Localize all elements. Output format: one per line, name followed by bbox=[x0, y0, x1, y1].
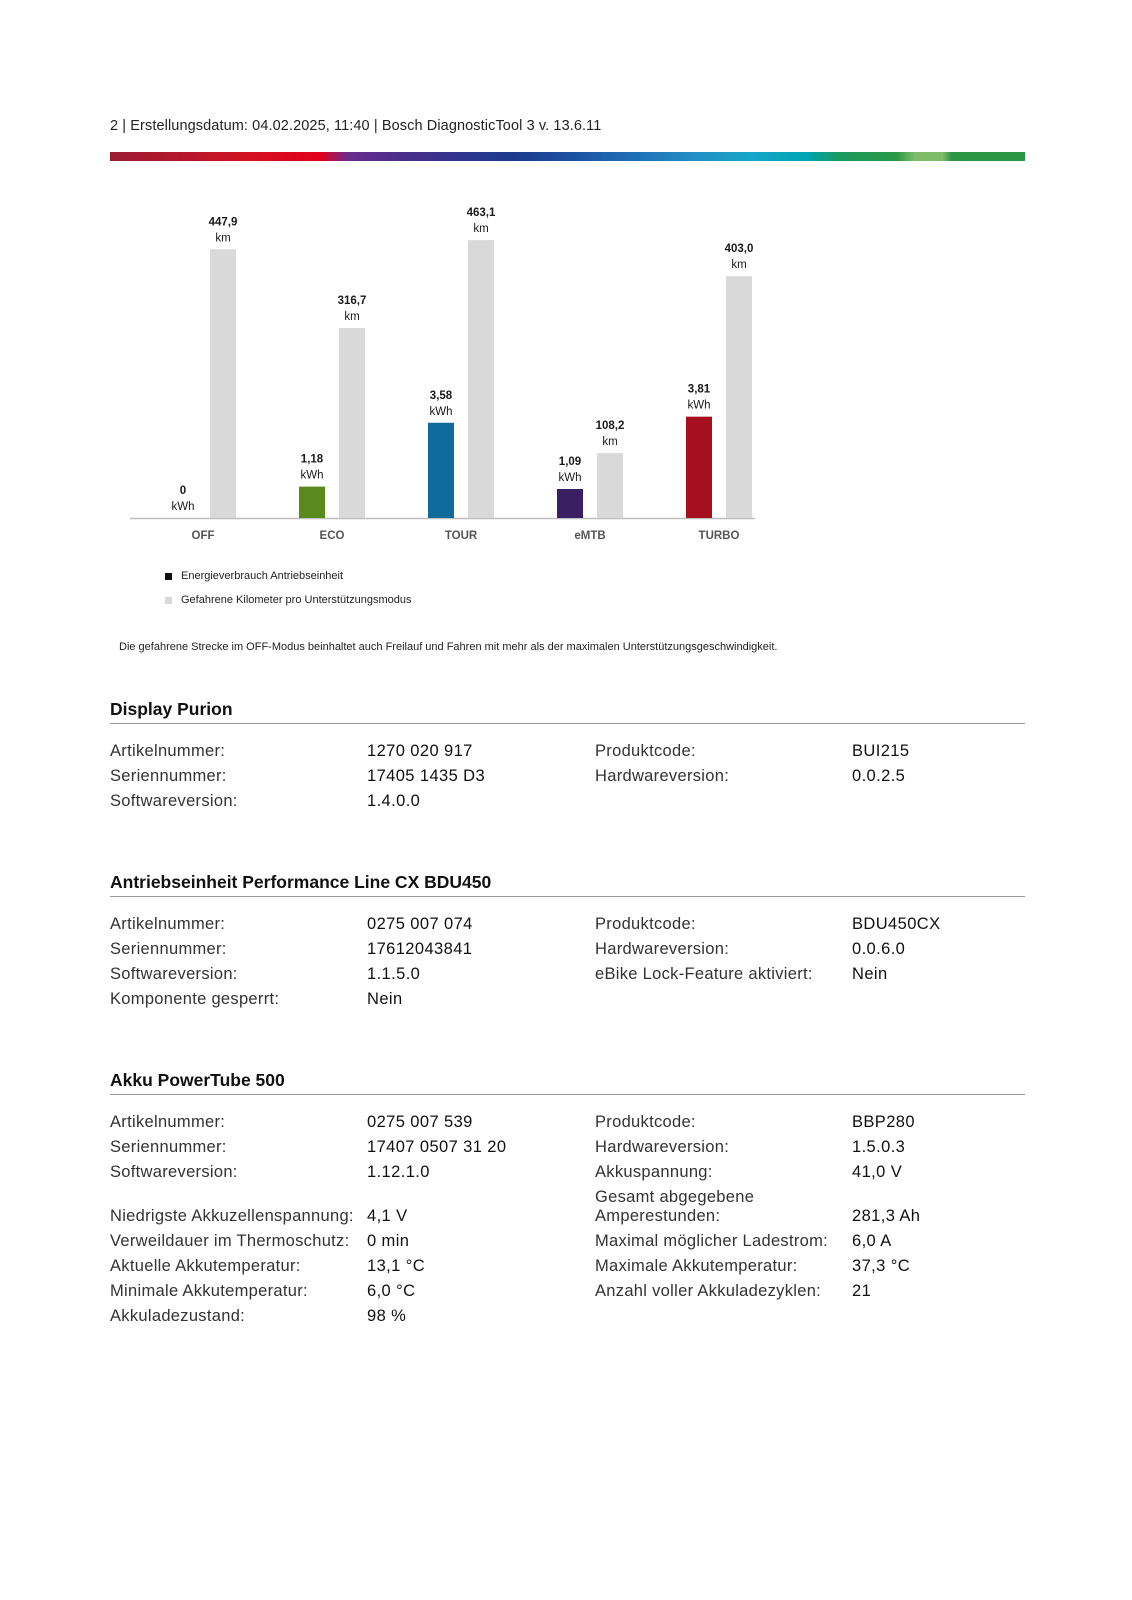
spec-label: Hardwareversion: bbox=[595, 940, 730, 958]
legend-label-kwh: Energieverbrauch Antriebseinheit bbox=[181, 570, 344, 582]
spec-label: Hardwareversion: bbox=[595, 1138, 730, 1156]
spec-row bbox=[110, 792, 1025, 811]
spec-label: Anzahl voller Akkuladezyklen: bbox=[595, 1282, 822, 1300]
spec-label: Komponente gesperrt: bbox=[110, 990, 280, 1008]
data-label-kwh-emtb: 1,09 bbox=[558, 456, 582, 469]
assist-mode-chart bbox=[110, 195, 790, 565]
spec-label: Seriennummer: bbox=[110, 767, 227, 785]
unit-label-kwh-eco: kWh bbox=[300, 469, 324, 482]
spec-row bbox=[110, 1188, 1025, 1226]
spec-value: Nein bbox=[367, 990, 403, 1008]
spec-label: Verweildauer im Thermoschutz: bbox=[110, 1232, 350, 1250]
unit-label-km-turbo: km bbox=[731, 259, 747, 272]
spec-label: Produktcode: bbox=[595, 1113, 696, 1131]
section-battery bbox=[110, 1070, 1025, 1332]
bar-kwh-tour bbox=[428, 423, 454, 518]
spec-rows bbox=[110, 742, 1025, 811]
spec-row bbox=[110, 1113, 1025, 1132]
unit-label-km-eco: km bbox=[344, 310, 360, 323]
spec-row bbox=[110, 965, 1025, 984]
spec-value: 0275 007 539 bbox=[367, 1113, 473, 1131]
spec-value: 0.0.6.0 bbox=[852, 940, 906, 958]
spec-row bbox=[110, 767, 1025, 786]
section-title: Akku PowerTube 500 bbox=[110, 1070, 1025, 1095]
spec-label: Maximal möglicher Ladestrom: bbox=[595, 1232, 829, 1250]
bar-km-emtb bbox=[597, 453, 623, 518]
spec-row bbox=[110, 990, 1025, 1009]
spec-row bbox=[110, 1163, 1025, 1182]
spec-label: Seriennummer: bbox=[110, 1138, 227, 1156]
spec-row bbox=[110, 915, 1025, 934]
section-title: Display Purion bbox=[110, 699, 1025, 724]
section-title: Antriebseinheit Performance Line CX BDU450 bbox=[110, 872, 1025, 897]
spec-label: Produktcode: bbox=[595, 915, 696, 933]
bar-km-off bbox=[210, 249, 236, 518]
unit-label-kwh-turbo: kWh bbox=[687, 399, 711, 412]
spec-label: Hardwareversion: bbox=[595, 767, 730, 785]
spec-label: Softwareversion: bbox=[110, 1163, 238, 1181]
spec-value: BBP280 bbox=[852, 1113, 915, 1131]
spec-label: Aktuelle Akkutemperatur: bbox=[110, 1257, 301, 1275]
spec-value: 98 % bbox=[367, 1307, 407, 1325]
spec-value: 13,1 °C bbox=[367, 1257, 426, 1275]
data-label-km-off: 447,9 bbox=[208, 216, 238, 229]
spec-label: Minimale Akkutemperatur: bbox=[110, 1282, 308, 1300]
unit-label-kwh-emtb: kWh bbox=[558, 472, 582, 485]
spec-row bbox=[110, 1257, 1025, 1276]
spec-value: 37,3 °C bbox=[852, 1257, 911, 1275]
page-header: 2 | Erstellungsdatum: 04.02.2025, 11:40 | Bosch DiagnosticTool 3 v. 13.6.11 bbox=[110, 118, 602, 134]
brand-color-stripe bbox=[110, 152, 1025, 161]
bar-kwh-eco bbox=[299, 487, 325, 518]
spec-label: Produktcode: bbox=[595, 742, 696, 760]
unit-label-km-off: km bbox=[215, 232, 231, 245]
legend-label-km: Gefahrene Kilometer pro Unterstützungsmodus bbox=[181, 594, 412, 606]
spec-label: Artikelnummer: bbox=[110, 915, 226, 933]
x-tick-label: OFF bbox=[191, 530, 215, 542]
data-label-km-tour: 463,1 bbox=[466, 207, 496, 220]
chart-legend bbox=[165, 568, 412, 616]
spec-row bbox=[110, 742, 1025, 761]
spec-label: Akkuladezustand: bbox=[110, 1307, 246, 1325]
spec-label: Softwareversion: bbox=[110, 965, 238, 983]
data-label-kwh-eco: 1,18 bbox=[300, 453, 324, 466]
bar-kwh-turbo bbox=[686, 417, 712, 518]
bar-km-tour bbox=[468, 240, 494, 518]
spec-label: Niedrigste Akkuzellenspannung: bbox=[110, 1207, 354, 1225]
spec-row bbox=[110, 1282, 1025, 1301]
x-tick-label: eMTB bbox=[574, 530, 606, 542]
spec-rows bbox=[110, 1113, 1025, 1326]
spec-value: 0.0.2.5 bbox=[852, 767, 906, 785]
data-label-kwh-turbo: 3,81 bbox=[687, 383, 711, 396]
spec-row bbox=[110, 940, 1025, 959]
data-label-kwh-off: 0 bbox=[179, 485, 187, 497]
spec-row bbox=[110, 1138, 1025, 1157]
x-tick-label: ECO bbox=[319, 530, 345, 542]
data-label-km-eco: 316,7 bbox=[337, 294, 367, 307]
spec-label: Maximale Akkutemperatur: bbox=[595, 1257, 798, 1275]
spec-label: Artikelnummer: bbox=[110, 742, 226, 760]
spec-value: 1270 020 917 bbox=[367, 742, 473, 760]
bar-km-turbo bbox=[726, 276, 752, 518]
spec-value: 41,0 V bbox=[852, 1163, 903, 1181]
x-tick-label: TOUR bbox=[444, 530, 478, 542]
spec-value: 6,0 A bbox=[852, 1232, 892, 1250]
legend-item-km bbox=[165, 592, 412, 608]
legend-swatch-kwh bbox=[165, 573, 172, 580]
spec-row bbox=[110, 1232, 1025, 1251]
spec-label: Gesamt abgegebene Amperestunden: bbox=[595, 1188, 755, 1225]
spec-value: 1.4.0.0 bbox=[367, 792, 421, 810]
spec-value: BUI215 bbox=[852, 742, 910, 760]
spec-value: 17407 0507 31 20 bbox=[367, 1138, 507, 1156]
spec-label: Softwareversion: bbox=[110, 792, 238, 810]
spec-value: 21 bbox=[852, 1282, 872, 1300]
unit-label-km-tour: km bbox=[473, 223, 489, 236]
bar-km-eco bbox=[339, 328, 365, 518]
section-drive-unit bbox=[110, 872, 1025, 1015]
spec-value: 17405 1435 D3 bbox=[367, 767, 486, 785]
section-display bbox=[110, 699, 1025, 817]
spec-value: BDU450CX bbox=[852, 915, 941, 933]
unit-label-km-emtb: km bbox=[602, 436, 618, 449]
spec-label: Seriennummer: bbox=[110, 940, 227, 958]
x-tick-label: TURBO bbox=[698, 530, 740, 542]
unit-label-kwh-tour: kWh bbox=[429, 405, 453, 418]
spec-value: Nein bbox=[852, 965, 888, 983]
spec-label: eBike Lock-Feature aktiviert: bbox=[595, 965, 813, 983]
chart-footnote: Die gefahrene Strecke im OFF-Modus beinhaltet auch Freilauf und Fahren mit mehr als der maximalen Unterstützungsgeschwindigkeit. bbox=[119, 641, 778, 653]
spec-value: 1.12.1.0 bbox=[367, 1163, 430, 1181]
spec-value: 1.5.0.3 bbox=[852, 1138, 906, 1156]
data-label-km-turbo: 403,0 bbox=[724, 243, 754, 256]
spec-row bbox=[110, 1307, 1025, 1326]
spec-rows bbox=[110, 915, 1025, 1009]
legend-swatch-km bbox=[165, 597, 172, 604]
spec-label: Artikelnummer: bbox=[110, 1113, 226, 1131]
spec-value: 4,1 V bbox=[367, 1207, 408, 1225]
spec-value: 1.1.5.0 bbox=[367, 965, 421, 983]
spec-value: 17612043841 bbox=[367, 940, 473, 958]
spec-label: Akkuspannung: bbox=[595, 1163, 713, 1181]
data-label-kwh-tour: 3,58 bbox=[429, 389, 453, 402]
bar-kwh-emtb bbox=[557, 489, 583, 518]
unit-label-kwh-off: kWh bbox=[171, 501, 195, 513]
spec-value: 0275 007 074 bbox=[367, 915, 473, 933]
data-label-km-emtb: 108,2 bbox=[595, 420, 625, 433]
spec-value: 0 min bbox=[367, 1232, 410, 1250]
spec-value: 6,0 °C bbox=[367, 1282, 416, 1300]
spec-value: 281,3 Ah bbox=[852, 1207, 921, 1225]
legend-item-kwh bbox=[165, 568, 412, 584]
